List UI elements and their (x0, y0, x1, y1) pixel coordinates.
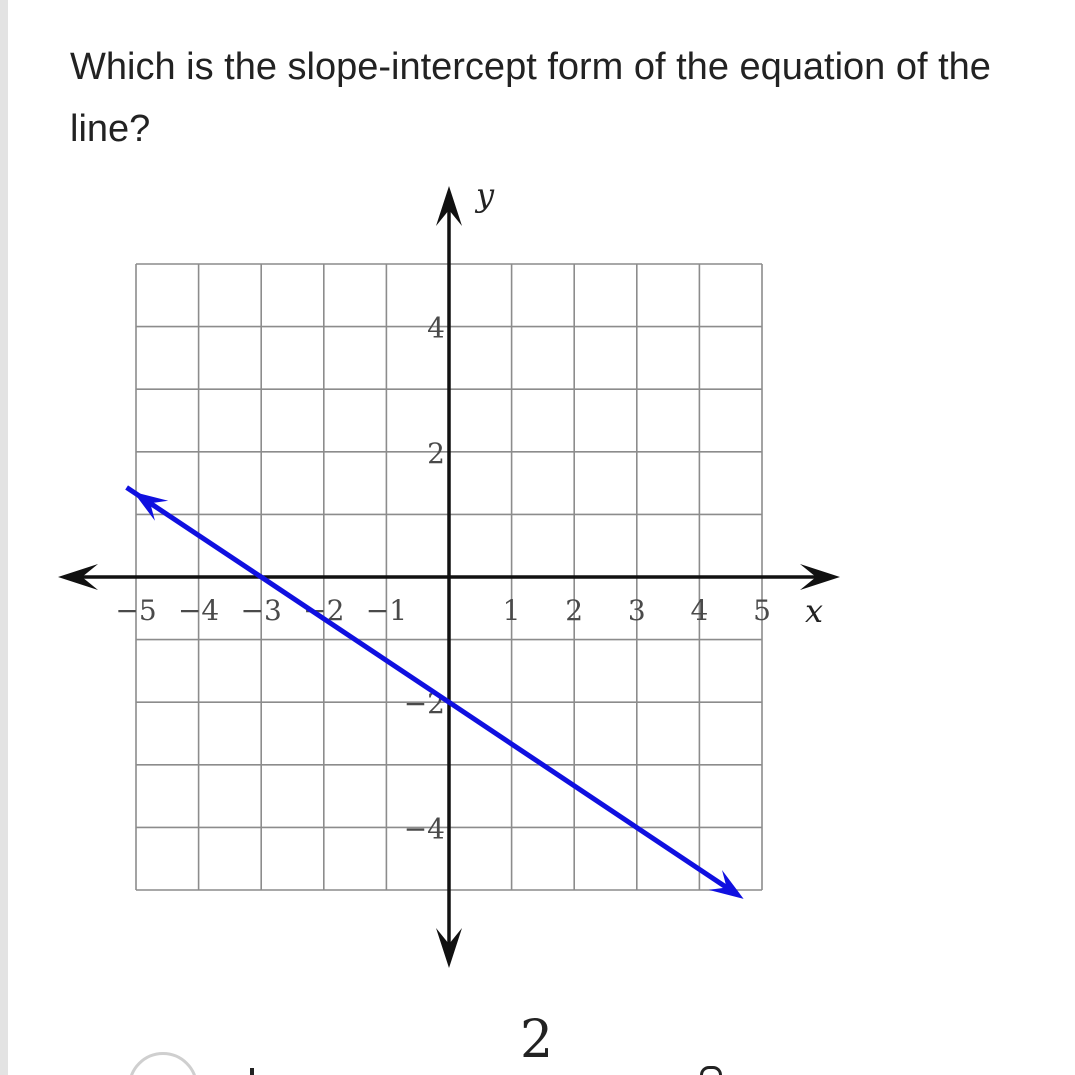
x-tick-label: −5 (115, 594, 157, 627)
question-text: Which is the slope-intercept form of the equation of the line? (70, 46, 991, 150)
answer-choice-fragment (250, 1068, 254, 1075)
x-tick-label: −4 (177, 594, 220, 627)
y-axis-title: y (475, 176, 495, 215)
x-tick-label: −2 (303, 594, 345, 627)
y-tick-label: 2 (427, 436, 445, 470)
answer-choice-fragment-2 (700, 1066, 722, 1075)
answer-fraction-numerator: 2 (520, 1010, 554, 1070)
y-tick-label: −4 (403, 812, 445, 846)
line-arrow-start (133, 492, 168, 521)
y-tick-label: −2 (403, 687, 445, 721)
x-tick-label: 1 (502, 594, 521, 627)
x-tick-label: 5 (753, 594, 771, 627)
x-tick-label: −3 (240, 594, 282, 627)
x-tick-label: −1 (365, 594, 408, 627)
x-tick-label: 3 (627, 594, 646, 627)
x-tick-label: 2 (565, 594, 584, 627)
x-tick-label: 4 (690, 594, 709, 627)
line-arrow-end (709, 870, 744, 899)
y-tick-label: 4 (427, 311, 445, 345)
x-axis-title: x (804, 592, 824, 630)
